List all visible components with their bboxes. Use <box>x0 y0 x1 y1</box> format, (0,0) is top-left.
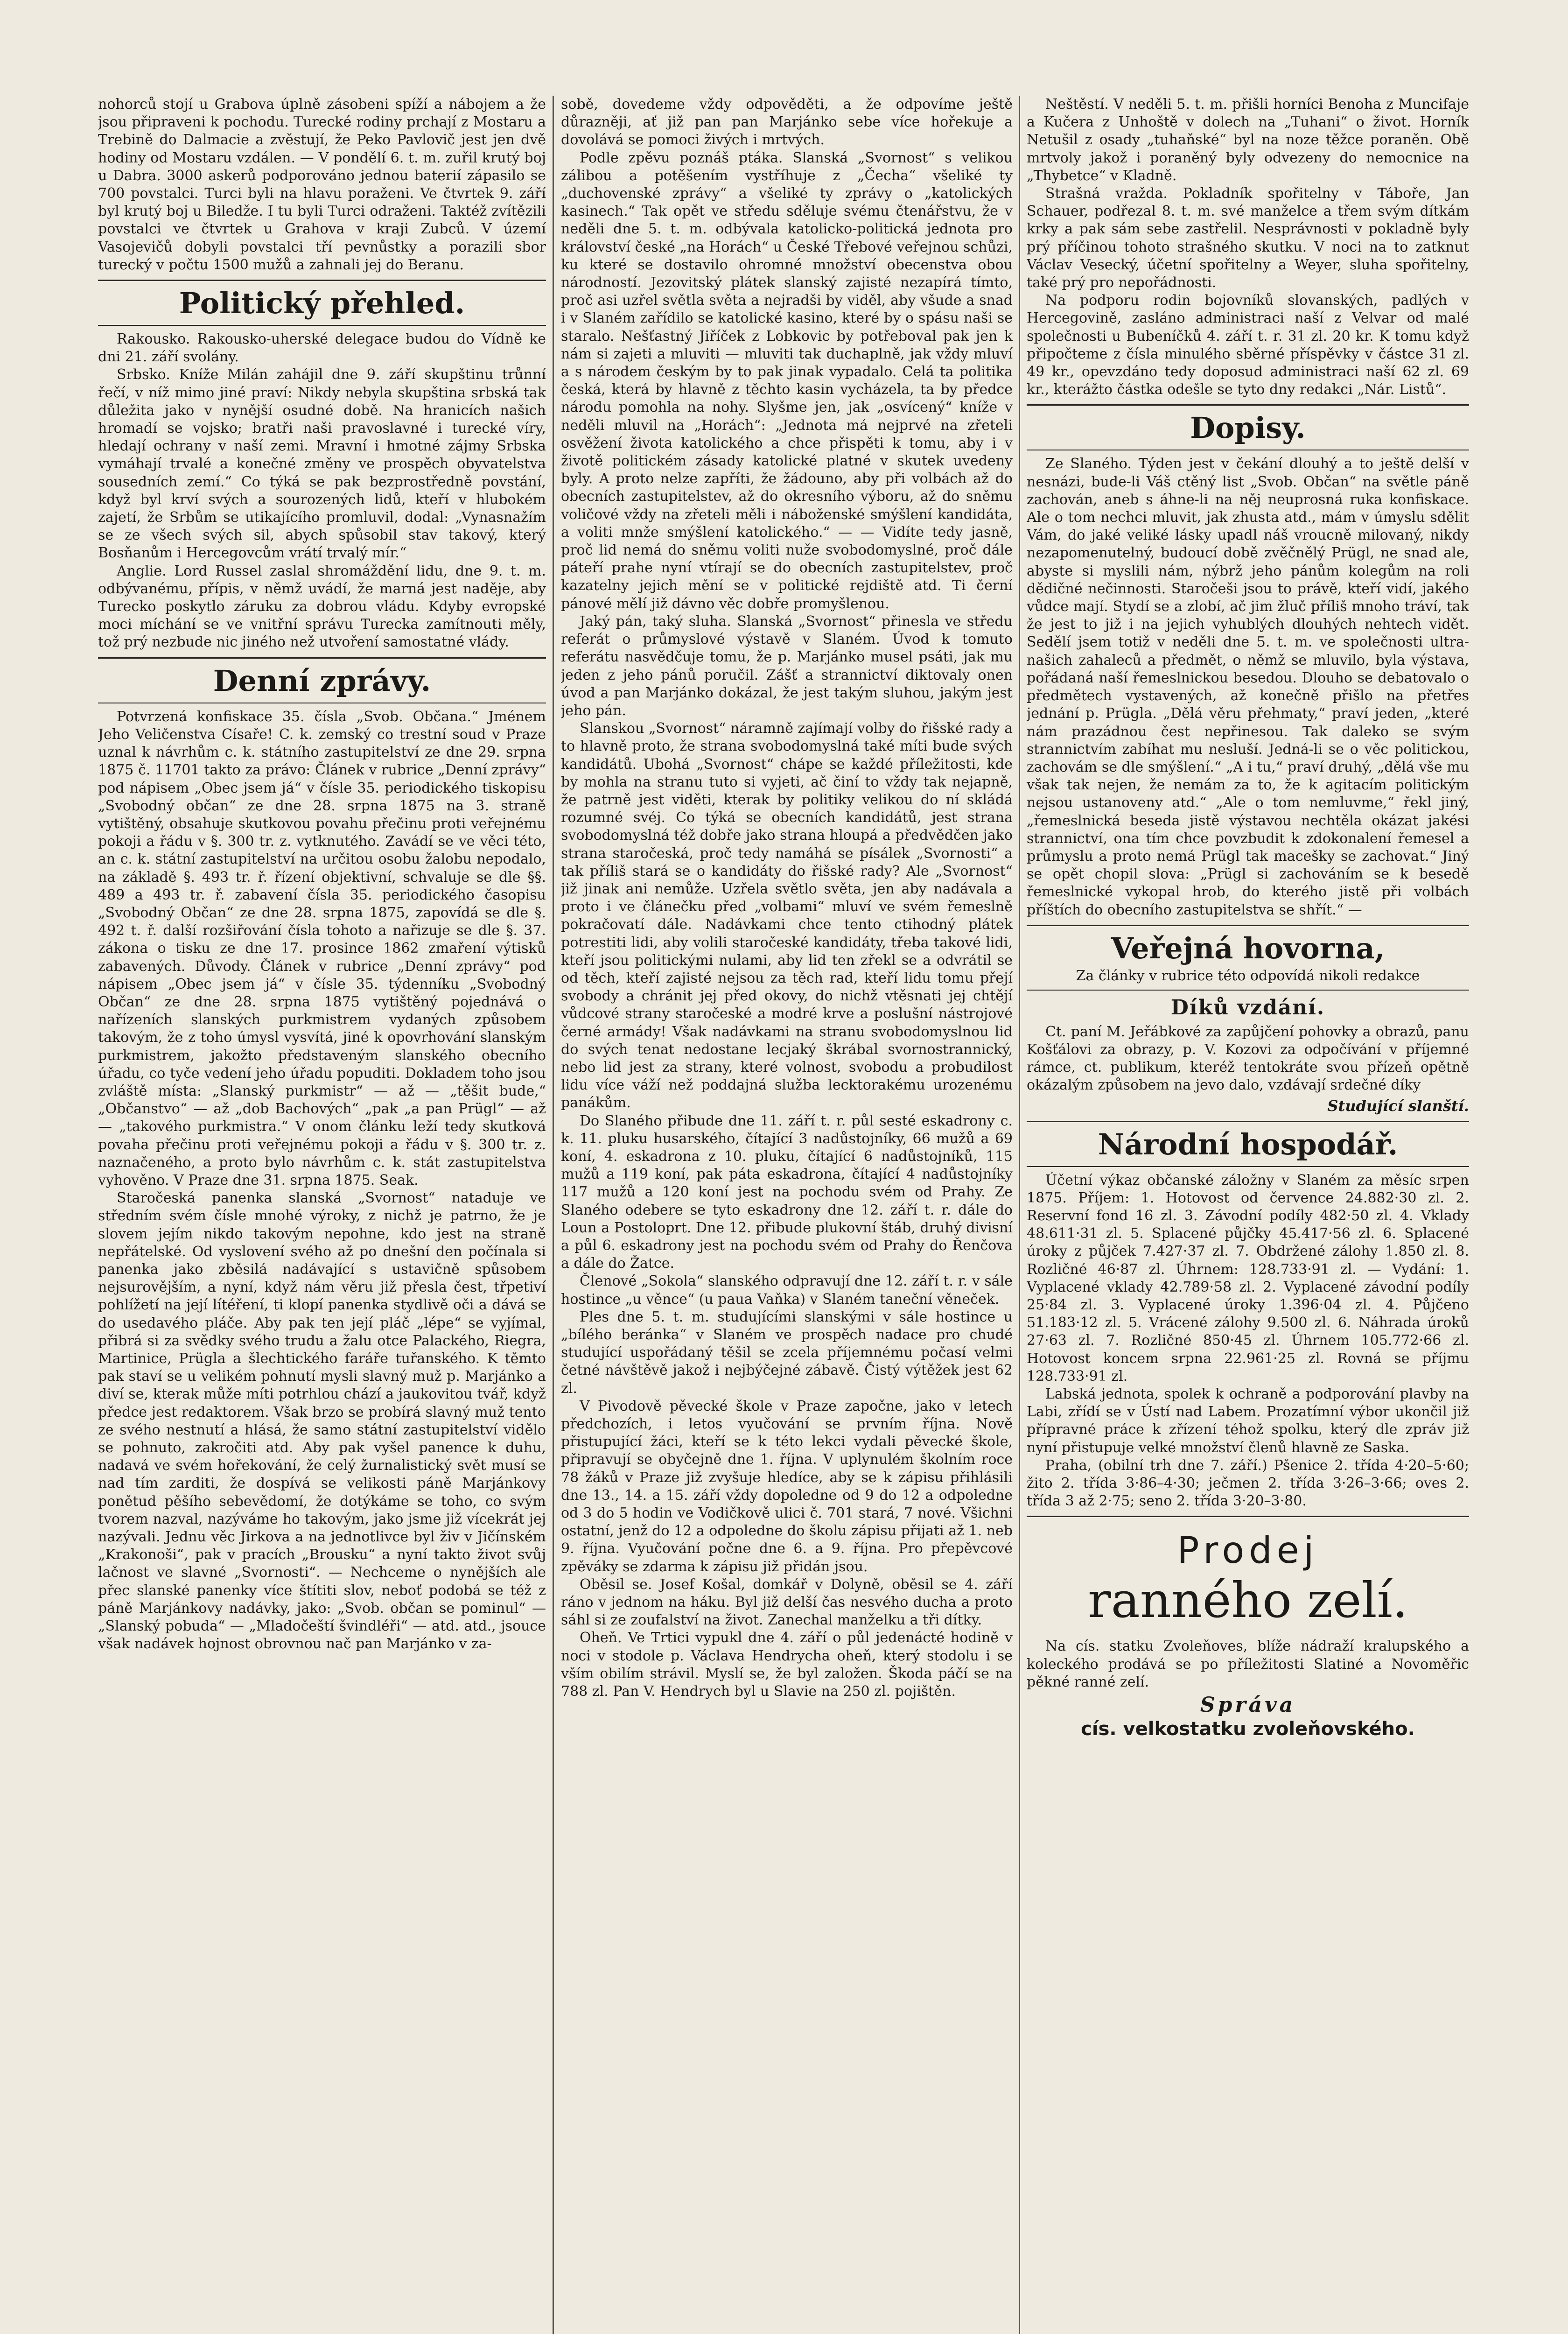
article-volby: Slanskou „Svornost“ náramně zajímají volby do řišské rady a to hlavně proto, že strana svobodomyslná také míti bude svých kandidátů. Ubohá „Svornost“ chápe se každé příležitosti, kde by mohla na stranu tuto si vyjeti, ač činí to vždy tak nejapně, že patrně jest viděti, kterak by politiky velikou do ní skládá rozumné svéj. Co týká se obecních kandidátů, jest strana svobodomyslná též dobře jako strana hloupá a předvědčen jako strana staročeská, proč tedy namáhá se písálek „Svornosti“ a tak příliš stará se o kandidáty do řišské rady? Ale „Svornost“ již jinak ani nemůže. Uzřela světlo světa, jen aby nadávala a proto i ve článečku před „volbami“ mluví ve svém řemeslně pokračovatí dále. Nadávkami chce tento ctihodný plátek potrestiti lidi, aby volili staročeské kandidáty, třeba takové lidi, kteří jsou politickými nulami, aby lid ten zřekl se a odvrátil se od těch, kteří zajisté nejsou za těch rad, kteří lidu tomu přejí svobody a chránit jej před okovy, do nichž vtěsnati jej chtějí vůdcové strany staročeské a modré krve a poslušní nástrojové černé armády! Však nadávkami na stranu svobodomyslnou lid do svých tenat nedostane lecjaký škrábal svornostrannický, nebo lid jest za strany, které volnost, svobodu a probudilost lidu více váží než poddajná služba lecktorakému urozenému panákům. <box>561 720 1013 1111</box>
article-pivod: V Pivodově pěvecké škole v Praze započne, jako v letech předchozích, i letos vyučování se prvním října. Nově přistupující žáci, kteří se k této lekci vydali pěvecké škole, připravují se obyčejně dne 1. října. V uplynulém školním roce 78 žáků v Praze již zvyšuje hledíce, aby se k zápisu přihlásili dne 13., 14. a 15. září vždy dopoledne od 9 do 12 a odpoledne od 3 do 5 hodin ve Vodičkově ulici č. 701 stará, 7 nové. Všichni ostatní, jenž do 12 a odpoledne do školu zápisu přijati až 1. neb 9. října. Vyučování počne dne 6. a 9. října. Pro přepěvcové zpěváky se zdarma k zápisu již přidán jsou. <box>561 1398 1013 1575</box>
section-heading-hospodar: Národní hospodář. <box>1098 1127 1398 1161</box>
article-eskadrony: Do Slaného přibude dne 11. září t. r. půl sesté eskadrony c. k. 11. pluku husarského, čítající 3 nadůstojníky, 66 mužů a 69 koní, 4. eskadrona z 10. pluku, čítající 6 nadůstojníků, 115 mužů a 119 koní, pak páta eskadrona, čítající 4 nadůstojníky 117 mužů a 120 koní jest na pochodu svém od Prahy. Ze Slaného odebere se tyto eskadrony dne 12. září t. r. dále do Loun a Postoloprt. Dne 12. přibude plukovní štáb, druhý divisní a půl 6. eskadrony jest na pochodu svém od Prahy do Řenčova a dále do Žatce. <box>561 1112 1013 1272</box>
thanks-heading: Díků vzdání. <box>1170 995 1325 1019</box>
advert-signature-sprava: Správa <box>1200 1693 1296 1717</box>
section-heading-news: Denní zprávy. <box>213 663 431 698</box>
article-continuation: nohorců stojí u Grabova úplně zásobeni spíží a nábojem a že jsou připraveni k pochodu. Turecké rodiny prchají z Mostaru a Trebině do Dalmacie a zvěstují, že Peko Pavlovič jest jen dvě hodiny od Mostaru vzdálen. — V pondělí 6. t. m. zuřil krutý boj u Dabra. 3000 askerů podporováno jednou baterií zápasilo se 700 povstalci. Turci byli na hlavu poraženi. Ve čtvrtek 9. září byl krutý boj u Biledže. I tu byli Turci odraženi. Taktéž zvítězili povstalci ve čtvrtek u Grahova v kraji Zubců. V území Vasojevičů dobyli povstalci tří pevnůstky a porazili sbor turecký v počtu 1500 mužů a zahnali jej do Beranu. <box>98 96 546 273</box>
section-rule <box>1027 1166 1469 1167</box>
article-continuation: sobě, dovedeme vždy odpověděti, a že odpovíme ještě důrazněji, ať již pan pan Marjánko sebe více hořekuje a dovolává se pomoci živých i mrtvých. <box>561 96 1013 148</box>
article-podpora: Na podporu rodin bojovníků slovanských, padlých v Hercegovině, zasláno administraci naší z Velvar od malé společnosti u Bubeníčků 4. září t. r. 31 zl. 20 kr. K tomu když připočteme z čísla minulého sběrné příspěvky v částce 31 zl. 49 kr., opevzdáno tedy doposud administraci naší 62 zl. 69 kr., kterážto částka odešle se tyto dny redakci „Nár. Listů“. <box>1027 292 1469 398</box>
article-zpev: Podle zpěvu poznáš ptáka. Slanská „Svornost“ s velikou zálibou a potěšením vystříhuje z „Čecha“ všeliké ty „duchovenské zprávy“ a všeliké ty zprávy o „katolických kasinech.“ Tak opět ve středu sděluje svému čtenářstvu, že v neděli dne 5. t. m. odbývala katolicko-politická jednota pro království české „na Horách“ u České Třebové veřejnou schůzi, ku které se dostavilo ohromné množství obecenstva obou národností. Jezovitský plátek slanský zajisté nezapírá tímto, proč asi uzřel světla světa a nejradši by viděl, aby všude a snad i v Slaném zařídilo se katolické kasino, které by o spásu naši se staralo. Nešťastný Jiříček z Lobkovic by potřeboval pak jen k nám si zajeti a mluviti — mluviti tak duchaplně, jak vždy mluví a s národem českým by to pak jinak vypadalo. Celá ta politika česká, která by hlavně z těchto kasin vycházela, ta by předce národu pomohla na nohy. Slyšme jen, jak „osvícený“ kníže v neděli mluvil na „Horách“: „Jednota má nejprvé na zřeteli osvěžení života katolického a chce přispěti k tomu, aby i v životě politickém zásady katolické platné v skutek uvedeny byly. A proto nelze zapříti, že žádouno, aby při volbách až do obecních zastupitelstev, až do okresního výboru, až do sněmu voličové vždy na zřeteli měli i náboženské smýšlení kandidáta, a voliti mnže smýšlení katolického.“ — — Vidíte tedy jasně, proč lid nemá do sněmu voliti nuže svobodomyslné, proč dále páteří prahe nyní vtírají se do obecních zastupitelstev, proč kazatelny jejich mění se v politické rejdiště atd. Ti černí pánové mělí již dávno věc dobře promyšlenou. <box>561 149 1013 612</box>
article-sokol: Členové „Sokola“ slanského odpravují dne 12. září t. r. v sále hostince „u věnce“ (u paua Vaňka) v Slaném taneční věneček. <box>561 1273 1013 1308</box>
article-labska-jednota: Labská jednota, spolek k ochraně a podporování plavby na Labi, zřídí se v Ústí nad Labem. Prozatímní výbor ukončil již přípravné práce k zřízení téhož spolku, který dle zpráv již nyní přistupuje velké množství členů hlavně ze Saska. <box>1027 1385 1469 1456</box>
section-rule <box>98 280 546 281</box>
article-ohen: Oheň. Ve Trtici vypukl dne 4. září o půl jedenácté hodině v noci v stodole p. Václava Hendrycha oheň, který stodolu i se vším obilím strávil. Myslí se, že byl založen. Škoda páčí se na 788 zl. Pan V. Hendrych byl u Slavie na 250 zl. pojištěn. <box>561 1630 1013 1700</box>
section-rule <box>1027 1121 1469 1122</box>
article-ples: Ples dne 5. t. m. studujícími slanskými v sále hostince u „bílého beránka“ v Slaném ve prospěch nadace pro chudé studující uspořádaný těšil se zcela příjemnému počasí velmi četné návštěvě jakož i nejbýčejné zábavě. Čistý výtěžek jest 62 zl. <box>561 1308 1013 1397</box>
column-left <box>98 96 546 1653</box>
article-diky: Ct. paní M. Jeřábkové za zapůjčení pohovky a obrazů, panu Košťálovi za obrazy, p. V. Kozovi za odpočívání v příjemné rámce, ct. publikum, kteréž tentokráte svou přízeň opětně okázalým způsobem na jevo dalo, vzdávají srdečné díky <box>1027 1023 1469 1094</box>
advert-text: Na cís. statku Zvoleňoves, blíže nádraží kralupského a koleckého prodává se po příležitosti Slatiné a Novoměřic pěkné ranné zelí. <box>1027 1638 1469 1690</box>
advert-subtitle: ranného zelí. <box>1088 1572 1408 1629</box>
article-pan-sluha: Jaký pán, taký sluha. Slanská „Svornost“ přinesla ve středu referát o průmyslové výstavě v Slaném. Úvod k tomuto referátu nasvědčuje tomu, že p. Marjánko musel psáti, jak mu jeden z jeho pánů poručil. Zášť a strannictví diktovaly onen úvod a pan Marjánko dokázal, že jest takým sluhou, jakým jest jeho pán. <box>561 613 1013 719</box>
section-rule <box>1027 990 1469 991</box>
section-heading-dopisy: Dopisy. <box>1190 411 1306 445</box>
article-dopis-slany: Ze Slaného. Týden jest v čekání dlouhý a to ještě delší v nesnázi, bude-li Váš ctěný list „Svob. Občan“ na světle páně zachován, aneb s áhne-li na něj neuprosná ruka konfiskace. Ale o tom nechci mluvit, jak zhusta atd., mám v úmyslu sdělit Vám, do jaké veliké lásky upadl náš vroucně milovaný, nikdy nezapomenutelný, budoucí době zvěčnělý Prügl, ne snad ale, abyste si myslili nám, nýbrž jeho pánům kolegům na roli dědičné nečinnosti. Staročeši jsou to právě, kteří vidí, jakého vůdce mají. Stydí se a zlobí, ač jim žluč příliš mnoho tráví, tak že jest to již i na jejich vyhublých dlouhých nehtech vidět. Sedělí jsem totiž v neděli dne 5. t. m. ve společnosti ultra- našich zahaleců a předmět, o němž se mluvilo, byla výstava, pořádaná naší řemeslnickou besedou. Dlouho se debatovalo o předmětech vystavených, až konečně přišlo na přetřes jednání p. Prügla. „Dělá věru přehmaty,“ praví jeden, „které nám prazádnou čest nepřinesou. Tak daleko se svým strannictvím zabíhat mu nesluší. Jedná-li se o věc politickou, zachovám se dle smýšlení.“ „A i tu,“ praví druhý, „dělá vše mu však tak nejen, že nemám za to, že k agitacím politickým nejsou ustanoveny atd.“ „Ale o tom nemluvme,“ řekl jiný, „řemeslnická beseda jistě výstavou nechtěla okázat jakési strannictví, ona tím chce povzbudit k zdokonalení řemesel a průmyslu a proto nemá Prügl tak macešky se zachovat.“ Jiný se opět chopil slova: „Prügl si zachováním se k besedě řemeslnické vykopal hrob, do kterého jistě při volbách příštích do obecního zastupitelstva se shřít.“ — <box>1027 456 1469 918</box>
column-divider <box>1019 96 1020 2334</box>
section-rule <box>98 657 546 659</box>
article-srbsko: Srbsko. Kníže Milán zahájil dne 9. září skupštinu trůnní řečí, v níž mimo jiné praví: Nikdy nebyla skupština srbská tak důležita jako v nynější osudné době. Na hranicích našich hromadí se vojsko; bratři naši pravoslavné i turecké víry, hledají ochrany v naší zemi. Mravní i hmotné zájmy Srbska vymáhají trvalé a konečné změny ve prospěch obyvatelstva sousedních zemí.“ Co týká se pak bezprostředně povstání, když byl krví svých a sourozených lidů, kteří v hlubokém zajetí, že Srbům se utikajícího promluvil, dodal: „Vynasnažím se ze všech svých sil, abych spůsobil stav takový, který Bosňanům i Hercegovcům vrátí trvalý mír.“ <box>98 366 546 562</box>
article-ucetni-vykaz: Účetní výkaz občanské záložny v Slaném za měsíc srpen 1875. Příjem: 1. Hotovost od července 24.882·30 zl. 2. Reservní fond 16 zl. 3. Závodní podíly 482·50 zl. 4. Vklady 48.611·31 zl. 5. Splacené půjčky 45.417·56 zl. 6. Splacené úroky z půjček 7.427·37 zl. 7. Obdržené zálohy 1.850 zl. 8. Rozličné 46·87 zl. Úhrnem: 128.733·91 zl. — Vydání: 1. Vyplacené vklady 42.789·58 zl. 2. Vyplacené závodní podíly 25·84 zl. 3. Vyplacené úroky 1.396·04 zl. 4. Půjčeno 51.183·12 zl. 5. Vrácené zálohy 9.500 zl. 6. Náhrada úroků 27·63 zl. 7. Rozličné 850·45 zl. Úhrnem 105.772·66 zl. Hotovost koncem srpna 22.961·25 zl. Rovná se příjmu 128.733·91 zl. <box>1027 1172 1469 1385</box>
section-heading-hovorna: Veřejná hovorna, <box>1111 931 1385 965</box>
article-konfiskace: Potvrzená konfiskace 35. čísla „Svob. Občana.“ Jménem Jeho Veličenstva Císaře! C. k. zemský co trestní soud v Praze uznal k návrhům c. k. státního zastupitelství ze dne 29. srpna 1875 č. 11701 takto za právo: Článek v rubrice „Denní zprávy“ pod nápisem „Obec jsem já“ v čísle 35. periodického tiskopisu „Svobodný občan“ ze dne 28. srpna 1875 na 3. straně vytištěný, obsahuje skutkovou povahu přečinu proti veřejnému pokoji a řádu v §. 300 tr. z. vytknutého. Zavádí se ve věci této, an c. k. státní zastupitelství na určitou osobu žalobu nepodalo, na základě §. 493 tr. ř. řízení objektivní, schvaluje se dle §§. 489 a 493 tr. ř. zabavení čísla 35. periodického časopisu „Svobodný Občan“ ze dne 28. srpna 1875, zapovídá se dle §. 492 t. ř. další rozšiřování čísla tohoto a nařizuje se dle §. 37. zákona o tisku ze dne 17. prosince 1862 zmaření výtisků zabavených. Důvody. Článek v rubrice „Denní zprávy“ pod nápisem „Obec jsem já“ v čísle 35. týdenníku „Svobodný Občan“ ze dne 28. srpna 1875 vytištěný pojednává o nařízeních slanských purkmistrem vydaných způsobem takovým, že z toho úmysl vysvítá, jiné k opovrhování slanským purkmistrem, jakožto představeným slanského obecního úřadu, co tyče vedení jeho úřadu popuditi. Dokladem toho jsou zvláště místa: „Slanský purkmistr“ — až — „těšit bude,“ „Občanstvo“ — až „dob Bachových“ „pak „a pan Prügl“ — až — „takového purkmistra.“ V onom článku leží tedy skutková povaha přečinu proti veřejnému pokoji a řádu v §. 300 tr. z. naznačeného, a proto bylo návrhům c. k. stát zastupitelstva vyhověno. V Praze dne 31. srpna 1875. Seak. <box>98 708 546 1188</box>
advert-signature-estate: cís. velkostatku zvoleňovského. <box>1081 1718 1415 1740</box>
article-anglie: Anglie. Lord Russel zaslal shromáždění lidu, dne 9. t. m. odbývanému, přípis, v němž uvádí, že marná jest naděje, aby Turecko poskytlo záruku za dobrou vládu. Kdyby evropské moci míchání se ve vnitřní správu Turecka zamítnouti měly, tož prý nezbude nic jiného než utvoření samostatné vlády. <box>98 562 546 651</box>
column-middle <box>561 96 1013 1701</box>
article-vrazda: Strašná vražda. Pokladník spořitelny v Táboře, Jan Schauer, podřezal 8. t. m. své manželce a třem svým dítkám krky a pak sám sebe zastřelil. Nesprávnosti v pokladně byly prý příčinou tohoto strašného skutku. V noci na to zatknut Václav Vesecký, účetní spořitelny a Weyer, sluha spořitelny, také prý pro nepořádnosti. <box>1027 185 1469 291</box>
article-obesil: Oběsil se. Josef Košal, domkář v Dolyně, oběsil se 4. září ráno v jednom na háku. Byl již delší čas nesvého ducha a proto sáhl si ze zoufalství na život. Zanechal manželku a tři dítky. <box>561 1576 1013 1629</box>
article-obilni-trh: Praha, (obilní trh dne 7. září.) Pšenice 2. třída 4·20–5·60; žito 2. třída 3·86–4·30; ječmen 2. třída 3·26–3·66; oves 2. třída 3 až 2·75; seno 2. třída 3·20–3·80. <box>1027 1457 1469 1510</box>
column-right <box>1027 96 1469 1741</box>
article-nestesti: Neštěstí. V neděli 5. t. m. přišli horníci Benoha z Muncifaje a Kučera z Unhoště v dolech na „Tuhani“ o život. Horník Netušil z osady „tuhaňské“ byl na noze těžce poraněn. Obě mrtvoly jakož i poraněný byly odvezeny do nemocnice na „Thybetce“ v Kladně. <box>1027 96 1469 184</box>
hovorna-disclaimer: Za články v rubrice této odpovídá nikoli redakce <box>1076 967 1420 984</box>
thanks-signature: Studující slanští. <box>1327 1097 1469 1115</box>
article-rakousko: Rakousko. Rakousko-uherské delegace budou do Vídně ke dni 21. září svolány. <box>98 331 546 366</box>
section-rule <box>1027 1516 1469 1517</box>
section-rule <box>1027 925 1469 926</box>
advert-title: Prodej <box>1177 1530 1319 1572</box>
article-svornost: Staročeská panenka slanská „Svornost“ nataduje ve středním svém čísle mnohé výroky, z nichž je patrno, že je slovem jejím nikdo takovým nepohne, kdo jest na straně nepřátelské. Od vyslovení svého až po dnešní den počínala si panenka jako zběsilá nadávající s ustavičně spůsobem nejsurovějším, a nyní, když nám věru již přesla čest, třpetiví pohlížetí na její lítéření, ti klopí panenka stydlivě oči a dává se do usedavého pláče. Aby pak ten její pláč „lépe“ se vyjímal, přibrá si za svědky svého trudu a žalu otce Palackého, Riegra, Martinice, Prügla a šlechtického faráře tuřanského. K těmto pak staví se u velikém pohnutí mysli slavný muž p. Marjánko a diví se, kterak může míti potrhlou chází a jaukovitou tvář, když předce jest redaktorem. Však brzo se probírá slavný muž tento ze svého nestnutí a hlásá, že samo státní zastupitelství vidělo se pohnuto, zakročiti atd. Aby pak vyšel panence k duhu, nadavá ve svém hořekování, že celý žurnalistický svět musí se nad tím zarditi, že dospívá se velikosti páně Marjánkovy ponětud pěšího sebevědomí, že dotýkáme se toho, co svým tvorem nazval, nazýváme ho takovým, jako jsme již vícekrát jej nazývali. Jednu věc Jirkova a na jednotlivce byl živ v Jičínském „Krakonoši“, pak v pracích „Brousku“ a nyní takto život svůj lačnost ve slavné „Svornosti“. — Nechceme o nynějších ale přec slanské panenky více štítiti slov, neboť podobá se též z páně Marjánkovy nadávky, jako: „Svob. občan se pominul“ — „Slanský pobuda“ — „Mladočeští švindléři“ — atd. atd., jsouce však nadávek hojnost obrovnou nač pan Marjánko v za- <box>98 1190 546 1652</box>
section-rule <box>98 325 546 326</box>
column-divider <box>553 96 554 2334</box>
section-heading-politics: Politický přehled. <box>179 286 465 321</box>
section-rule <box>1027 404 1469 406</box>
